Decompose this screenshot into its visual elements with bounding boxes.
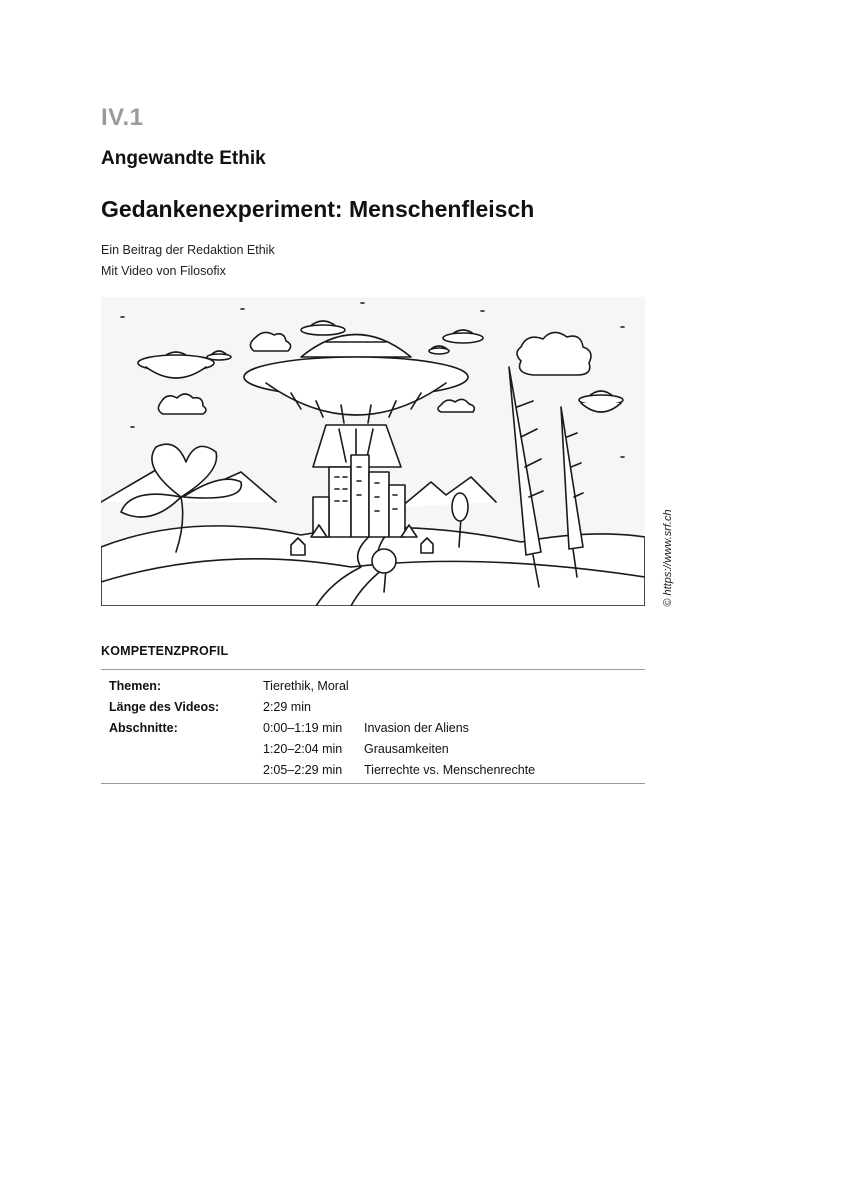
table-row [101,675,645,696]
ufo-invasion-illustration [101,297,645,606]
section-title: Angewandte Ethik [101,148,266,169]
byline-authors: Ein Beitrag der Redaktion Ethik [101,243,275,257]
table-row [101,738,645,759]
row-extra: Grausamkeiten [364,741,449,756]
row-value: 1:20–2:04 min [263,741,343,756]
byline-video: Mit Video von Filosofix [101,264,226,278]
page-title: Gedankenexperiment: Menschenfleisch [101,196,535,222]
row-extra: Tierrechte vs. Menschenrechte [364,762,536,777]
table-row [101,696,645,717]
row-value: 2:05–2:29 min [263,762,343,777]
competence-profile-heading: KOMPETENZPROFIL [101,644,229,658]
row-label: Abschnitte: [109,720,178,735]
row-value: 0:00–1:19 min [263,720,343,735]
image-credit: © https://www.srf.ch [662,509,674,607]
row-value: Tierethik, Moral [263,678,349,693]
row-label: Länge des Videos: [109,699,220,714]
row-value: 2:29 min [263,699,311,714]
table-row [101,717,645,738]
row-label: Themen: [109,678,162,693]
table-row [101,759,645,780]
competence-profile-table [101,669,645,784]
row-extra: Invasion der Aliens [364,720,469,735]
chapter-number: IV.1 [101,104,144,131]
